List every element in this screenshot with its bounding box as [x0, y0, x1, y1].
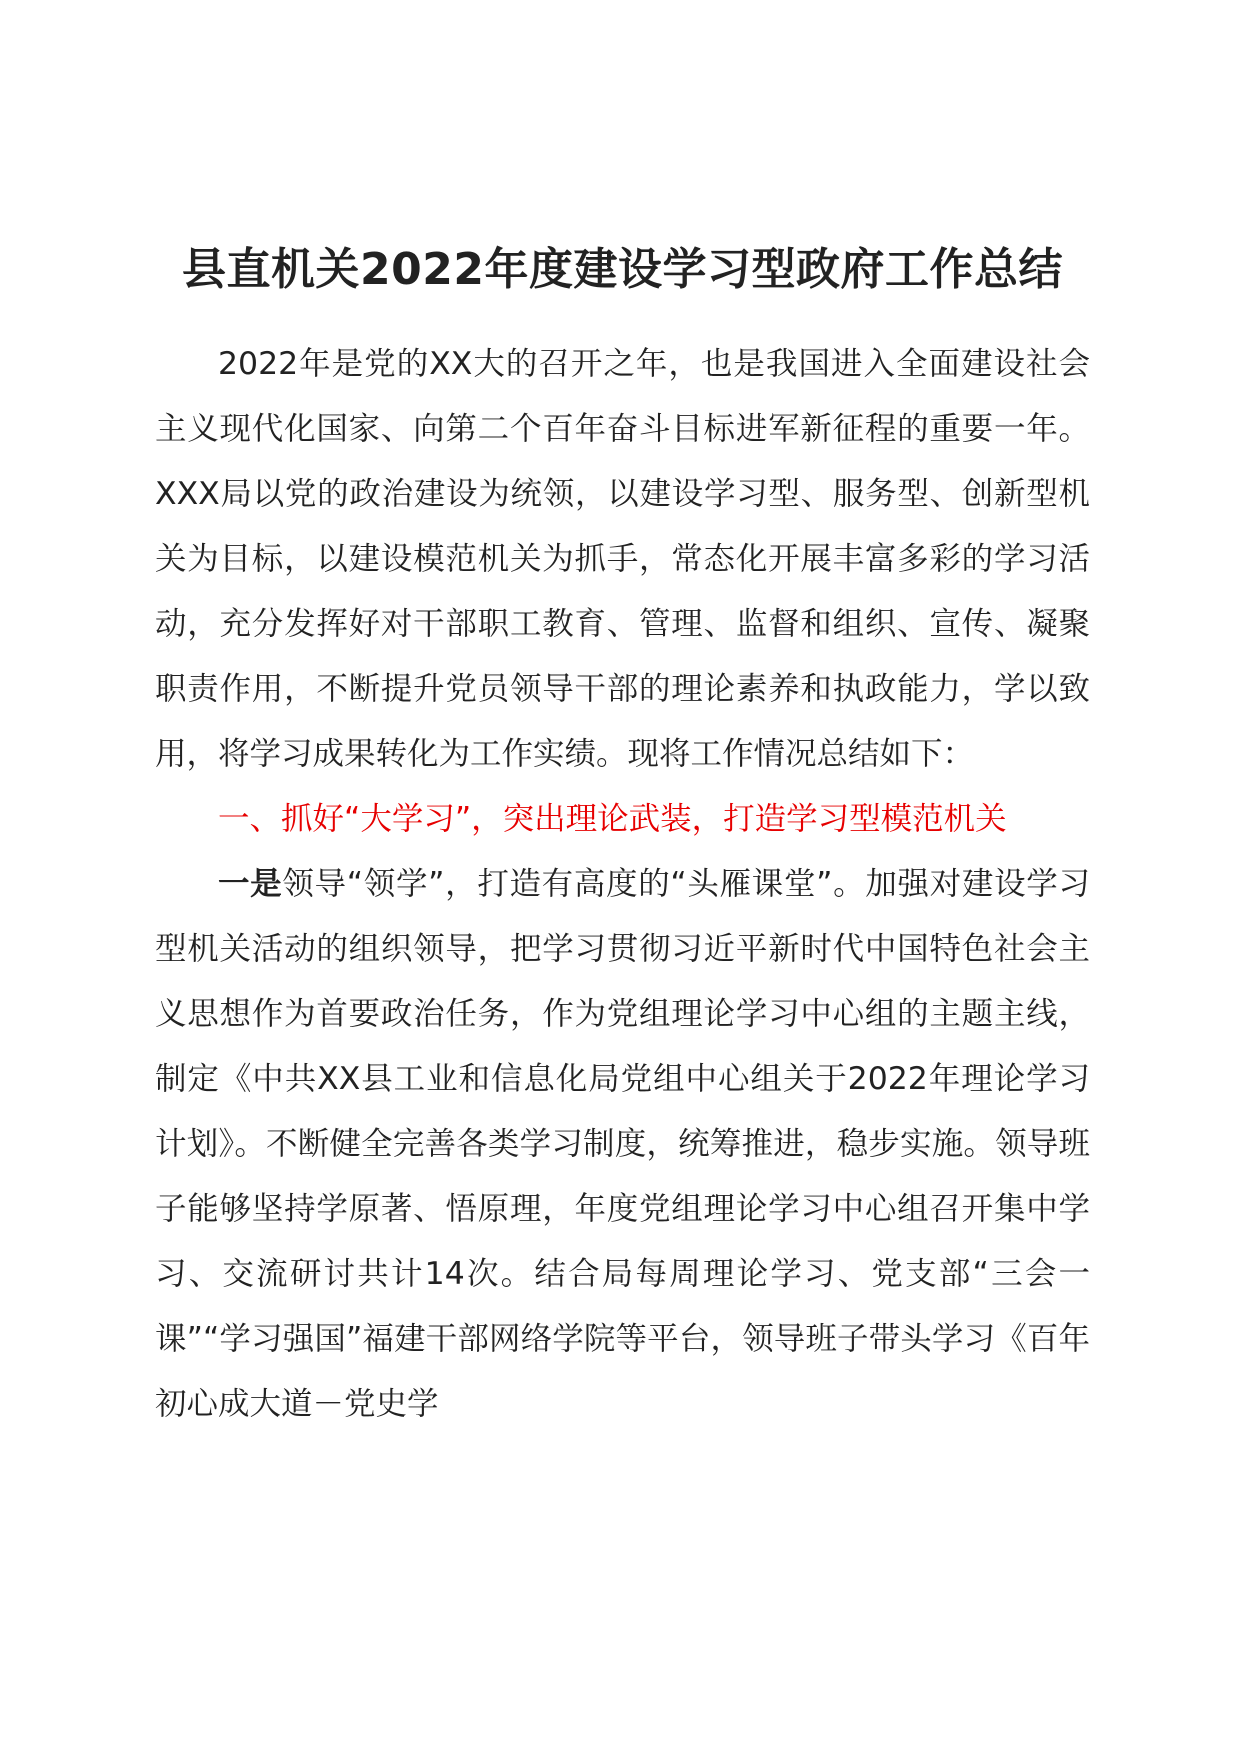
- document-page: [155, 0, 1090, 1754]
- section-heading: 一、抓好“大学习”，突出理论武装，打造学习型模范机关: [218, 801, 1007, 837]
- intro-paragraph: 2022年是党的XX大的召开之年，也是我国进入全面建设社会主义现代化国家、向第二个百年奋斗目标进军新征程的重要一年。XXX局以党的政治建设为统领，以建设学习型、服务型、创新型机关为目标，以建设模范机关为抓手，常态化开展丰富多彩的学习活动，充分发挥好对干部职工教育、管理、监督和组织、宣传、凝聚职责作用，不断提升党员领导干部的理论素养和执政能力，学以致用，将学习成果转化为工作实绩。现将工作情况总结如下：: [155, 346, 1090, 772]
- item-lead: 一是: [218, 866, 283, 902]
- document-title: 县直机关2022年度建设学习型政府工作总结: [182, 244, 1063, 295]
- document-body: [155, 332, 1090, 1437]
- item-paragraph: [155, 852, 1090, 1437]
- item-text: 领导“领学”，打造有高度的“头雁课堂”。加强对建设学习型机关活动的组织领导，把学习贯彻习近平新时代中国特色社会主义思想作为首要政治任务，作为党组理论学习中心组的主题主线，制定《中共XX县工业和信息化局党组中心组关于2022年理论学习计划》。不断健全完善各类学习制度，统筹推进，稳步实施。领导班子能够坚持学原著、悟原理，年度党组理论学习中心组召开集中学习、交流研讨共计14次。结合局每周理论学习、党支部“三会一课”“学习强国”福建干部网络学院等平台，领导班子带头学习《百年初心成大道－党史学: [155, 866, 1090, 1422]
